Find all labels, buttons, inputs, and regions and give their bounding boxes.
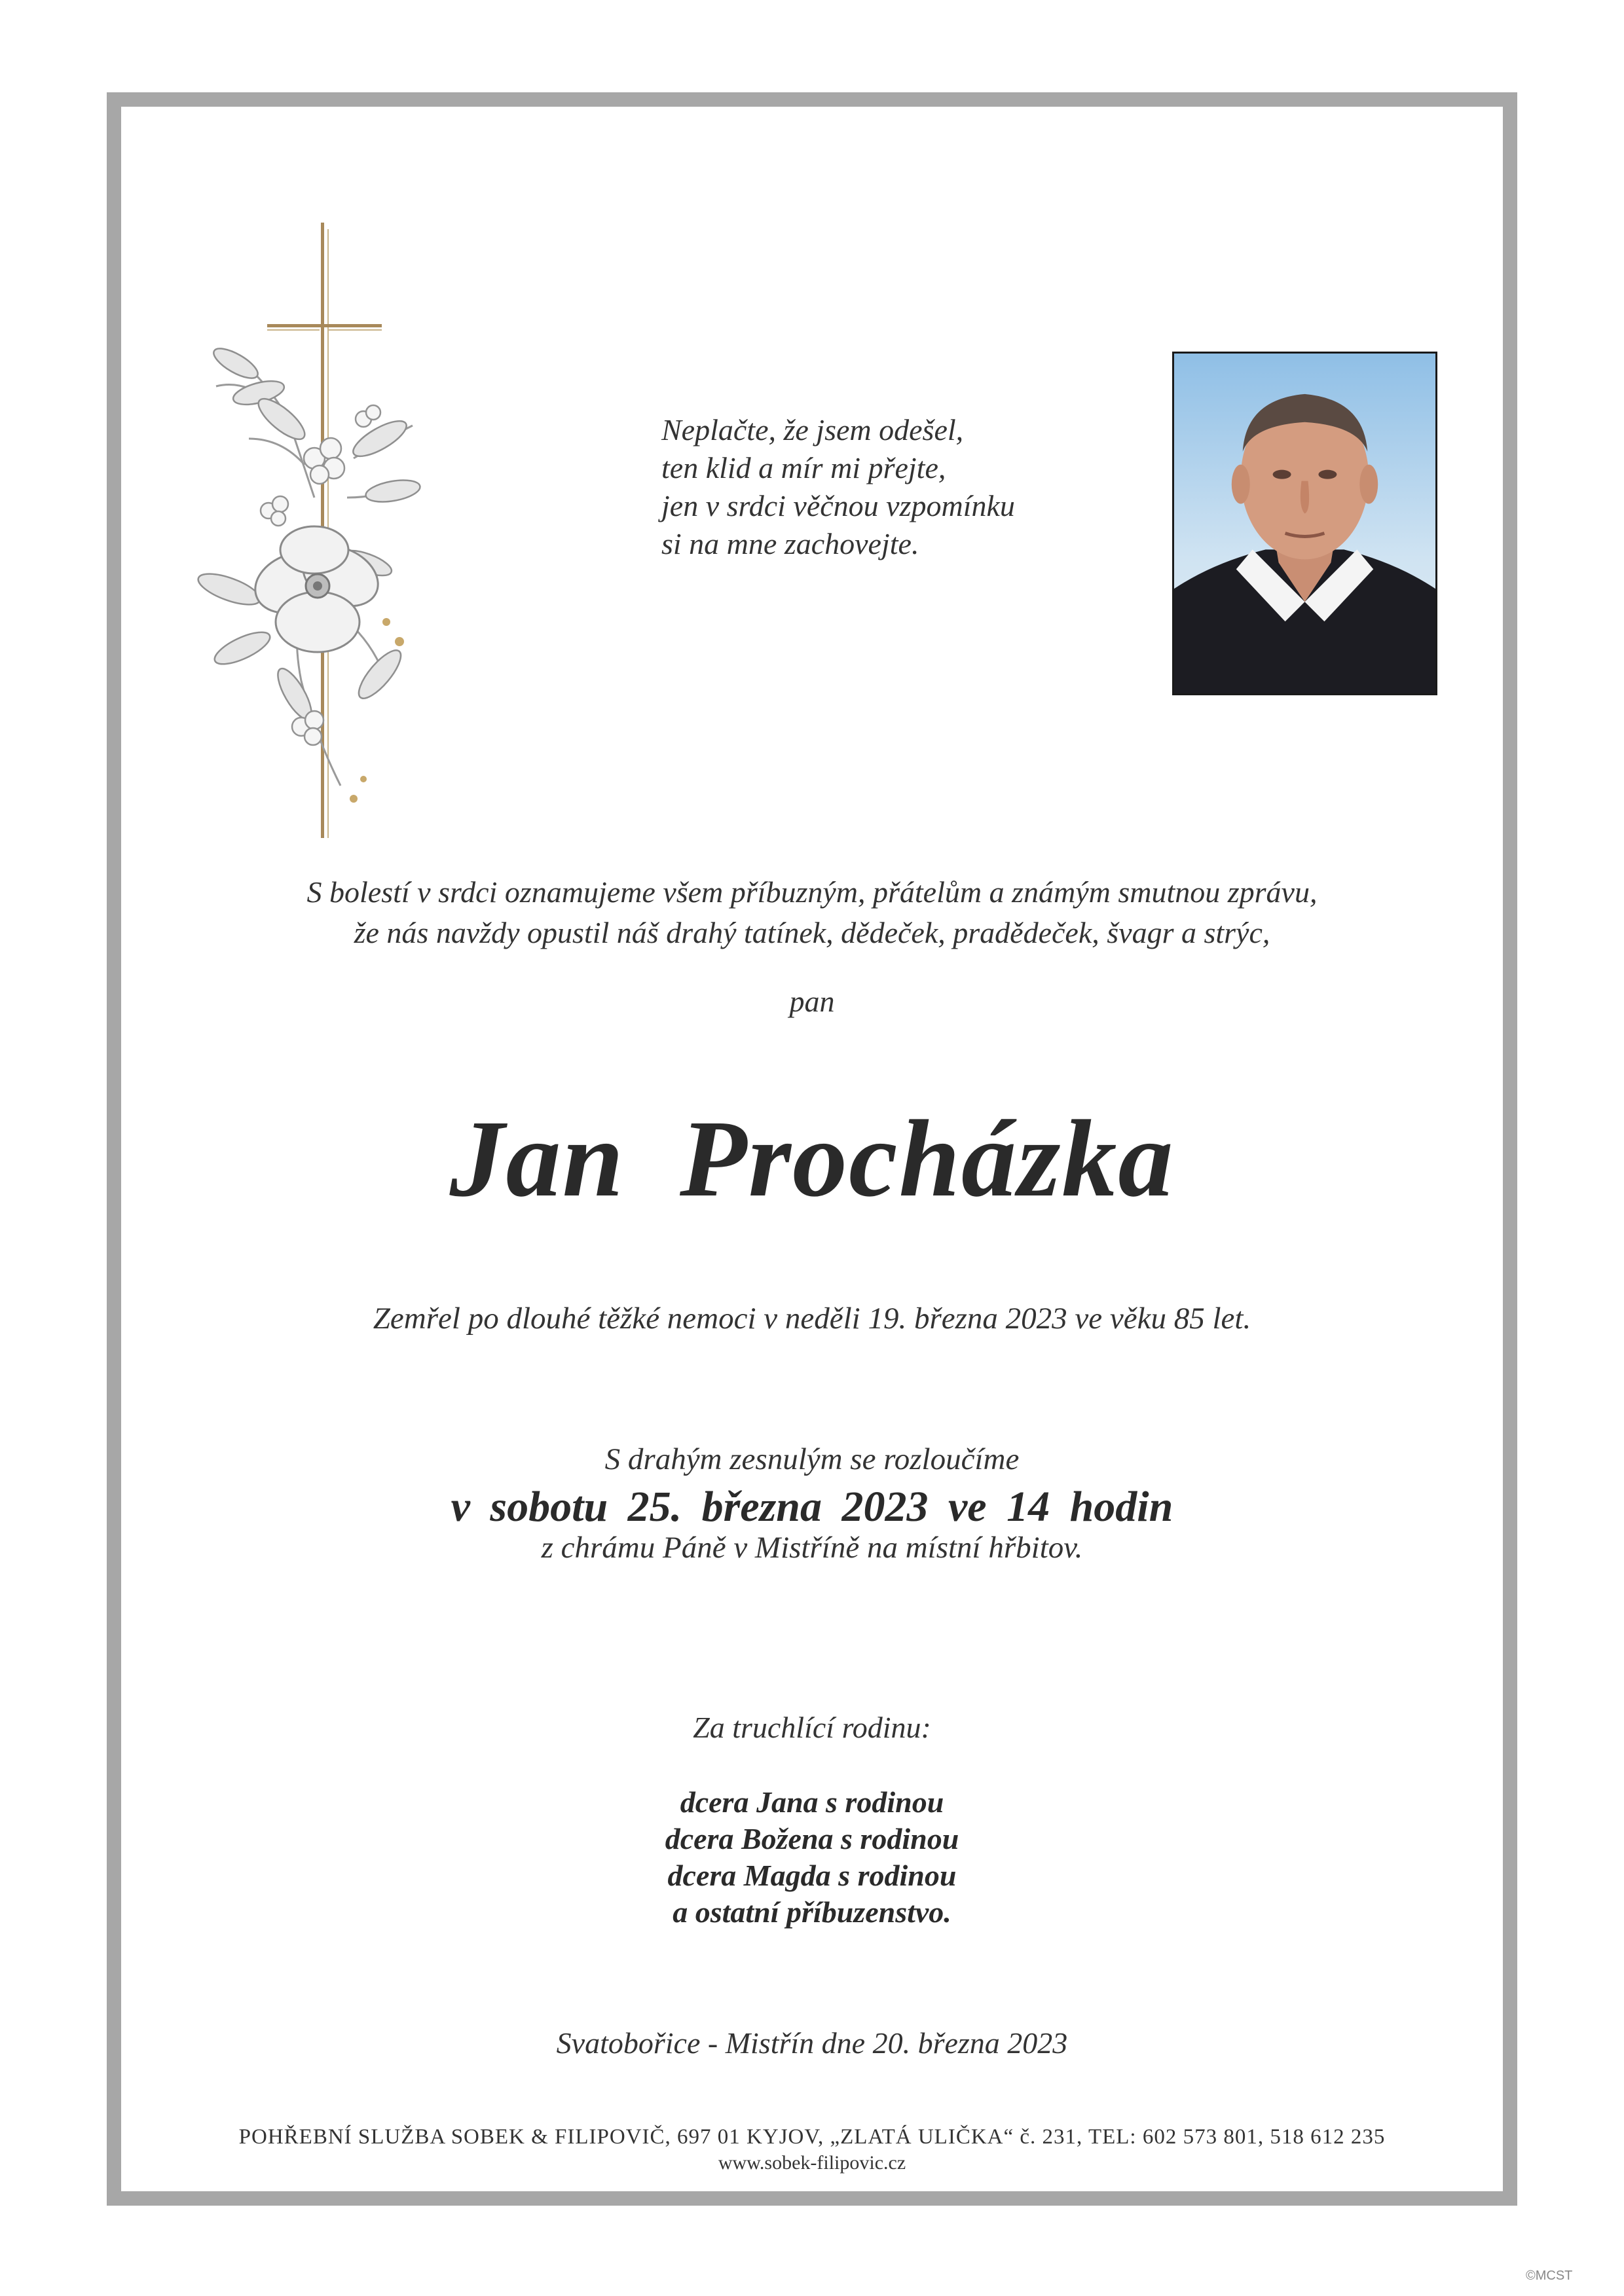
funeral-service-info: POHŘEBNÍ SLUŽBA SOBEK & FILIPOVIČ, 697 01 KYJOV, „ZLATÁ ULIČKA“ č. 231, TEL: 602 573 801, 518 612 235 — [238, 2125, 1386, 2149]
farewell-intro: S drahým zesnulým se rozloučíme — [604, 1442, 1020, 1476]
mourner-item: a ostatní příbuzenstvo. — [673, 1895, 951, 1929]
honorific: pan — [789, 985, 835, 1018]
farewell-datetime: v sobotu 25. března 2023 ve 14 hodin — [451, 1483, 1173, 1531]
mourner-item: dcera Magda s rodinou — [667, 1859, 957, 1892]
deceased-name: Jan Procházka — [449, 1098, 1175, 1220]
mourner-item: dcera Božena s rodinou — [665, 1822, 959, 1855]
poem-line: jen v srdci věčnou vzpomínku — [661, 489, 1015, 522]
announcement — [107, 872, 1517, 953]
death-notice: Zemřel po dlouhé těžké nemoci v neděli 19. března 2023 ve věku 85 let. — [373, 1302, 1251, 1336]
mourner-item: dcera Jana s rodinou — [680, 1785, 944, 1819]
mourners-list — [107, 1784, 1517, 1931]
place-date: Svatobořice - Mistřín dne 20. března 2023 — [556, 2026, 1068, 2060]
portrait-photo — [1172, 352, 1437, 695]
announcement-line: S bolestí v srdci oznamujeme všem příbuzným, přátelům a známým smutnou zprávu, — [306, 875, 1318, 909]
funeral-service-website: www.sobek-filipovic.cz — [718, 2152, 906, 2174]
copyright-mark: ©MCST — [1526, 2269, 1573, 2283]
farewell-place: z chrámu Páně v Mistříně na místní hřbitov. — [541, 1531, 1083, 1565]
mourners-label: Za truchlící rodinu: — [693, 1711, 931, 1744]
cross-with-flowers-icon — [190, 223, 439, 845]
poem — [661, 411, 1120, 563]
poem-line: ten klid a mír mi přejte, — [661, 451, 946, 484]
poem-line: Neplačte, že jsem odešel, — [661, 413, 964, 446]
poem-line: si na mne zachovejte. — [661, 527, 919, 560]
announcement-line: že nás navždy opustil náš drahý tatínek, dědeček, pradědeček, švagr a strýc, — [354, 916, 1270, 949]
